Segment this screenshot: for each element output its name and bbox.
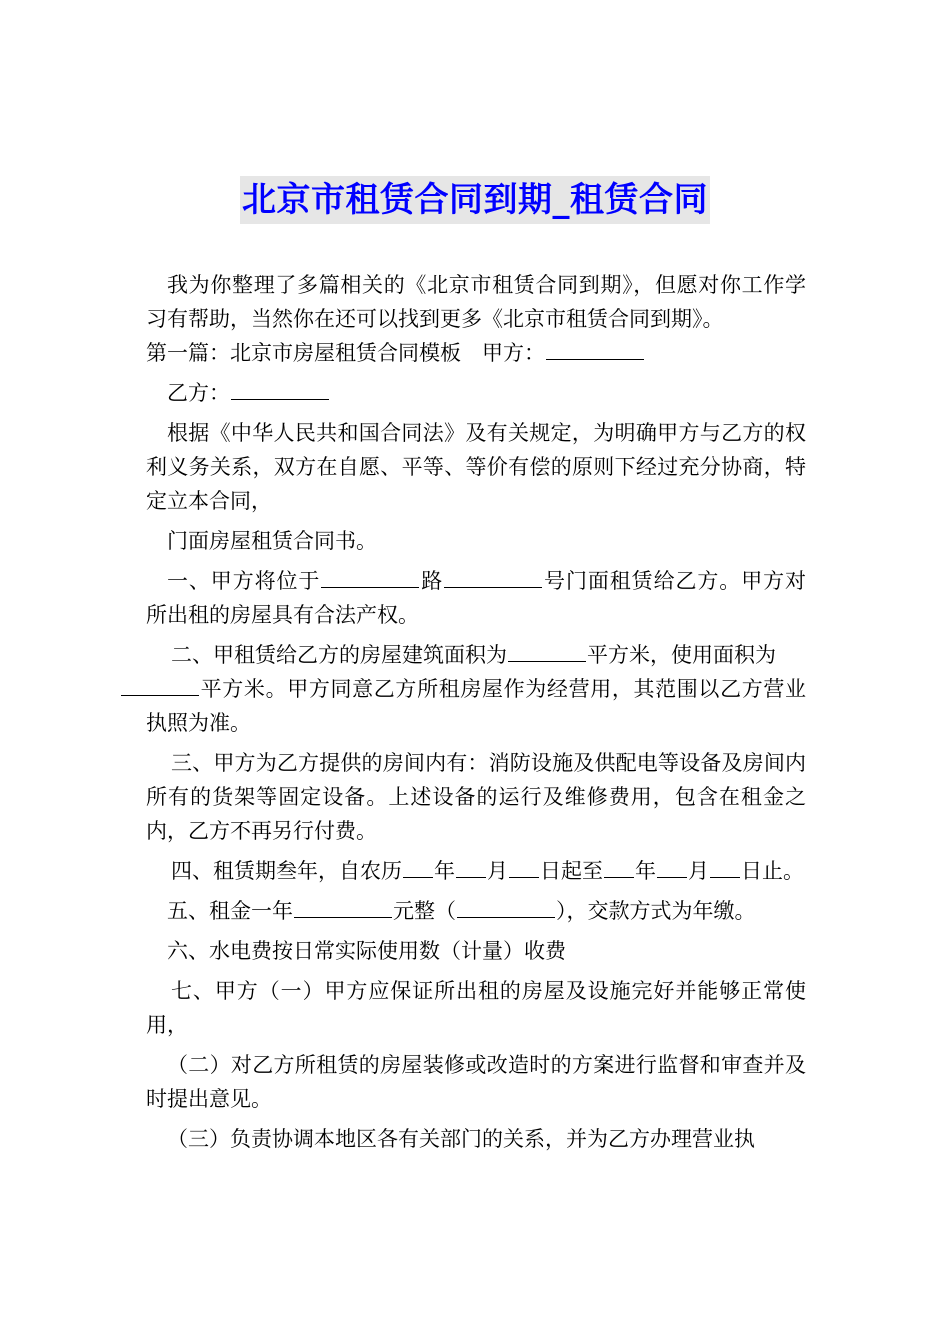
clause-5-blank-amount	[294, 895, 392, 918]
clause-4-year-1: 年	[434, 859, 455, 883]
document-body	[146, 268, 806, 1156]
party-b-line	[146, 376, 806, 410]
clause-7: 七、甲方（一）甲方应保证所出租的房屋及设施完好并能够正常使用，	[146, 979, 806, 1037]
clause-6: 六、水电费按日常实际使用数（计量）收费	[167, 939, 566, 963]
clause-1-text-b: 路	[420, 569, 444, 593]
clause-5-text-b: 元整（	[393, 899, 456, 923]
clause-2-text-c: 平方米。甲方同意乙方所租房屋作为经营用，其范围以乙方营业执照为准。	[146, 677, 806, 735]
clause-2-blank-area	[508, 639, 586, 662]
clause-4-blank-start-month	[456, 855, 486, 878]
clause-2	[146, 638, 806, 740]
clause-4-month-1: 月	[487, 859, 508, 883]
clause-5-text-a: 五、租金一年	[167, 899, 293, 923]
party-a-blank	[546, 337, 644, 360]
document-title: 北京市租赁合同到期_租赁合同	[240, 176, 710, 224]
clause-5-text-c: ），交款方式为年缴。	[556, 899, 756, 923]
clause-2-blank-usable-area	[121, 673, 199, 696]
clause-4-year-2: 年	[635, 859, 656, 883]
clause-4-month-2: 月	[688, 859, 709, 883]
clause-1-text-c: 号门面租赁给乙方。甲方对所出租的房屋具有合法产权。	[146, 569, 807, 627]
clause-4-day-2: 日止。	[741, 859, 804, 883]
clause-4-text-a: 四、租赁期叁年，自农历	[171, 859, 402, 883]
document-title-wrap	[0, 176, 950, 224]
clause-4	[146, 854, 806, 888]
party-b-label: 乙方：	[167, 381, 230, 405]
clause-4-day-1: 日起至	[540, 859, 603, 883]
clause-4-blank-start-year	[403, 855, 433, 878]
clause-2-text-b: 平方米，使用面积为	[587, 643, 776, 667]
clause-4-blank-start-day	[509, 855, 539, 878]
clause-1	[146, 564, 806, 632]
clause-3: 三、甲方为乙方提供的房间内有：消防设施及供配电等设备及房间内所有的货架等固定设备。上述设备的运行及维修费用，包含在租金之内，乙方不再另行付费。	[146, 751, 806, 843]
clause-5-blank-amount-words	[457, 895, 555, 918]
clause-1-blank-number	[444, 565, 542, 588]
contract-name: 门面房屋租赁合同书。	[167, 529, 377, 553]
clause-4-blank-end-day	[710, 855, 740, 878]
first-article-heading: 第一篇：北京市房屋租赁合同模板 甲方：	[146, 341, 545, 365]
clause-4-blank-end-month	[657, 855, 687, 878]
intro-paragraph	[146, 268, 806, 370]
clause-4-blank-end-year	[604, 855, 634, 878]
clause-1-blank-road	[321, 565, 419, 588]
basis-paragraph: 根据《中华人民共和国合同法》及有关规定，为明确甲方与乙方的权利义务关系，双方在自愿、平等、等价有偿的原则下经过充分协商，特定立本合同，	[146, 421, 806, 513]
party-b-blank	[231, 377, 329, 400]
clause-7-item-3: （三）负责协调本地区各有关部门的关系，并为乙方办理营业执	[167, 1127, 755, 1151]
clause-1-text-a: 一、甲方将位于	[167, 569, 321, 593]
clause-5	[146, 894, 806, 928]
intro-text: 我为你整理了多篇相关的《北京市租赁合同到期》，但愿对你工作学习有帮助，当然你在还可以找到更多《北京市租赁合同到期》。	[146, 273, 806, 331]
clause-7-item-2: （二）对乙方所租赁的房屋装修或改造时的方案进行监督和审查并及时提出意见。	[146, 1053, 806, 1111]
clause-2-text-a: 二、甲租赁给乙方的房屋建筑面积为	[171, 643, 507, 667]
